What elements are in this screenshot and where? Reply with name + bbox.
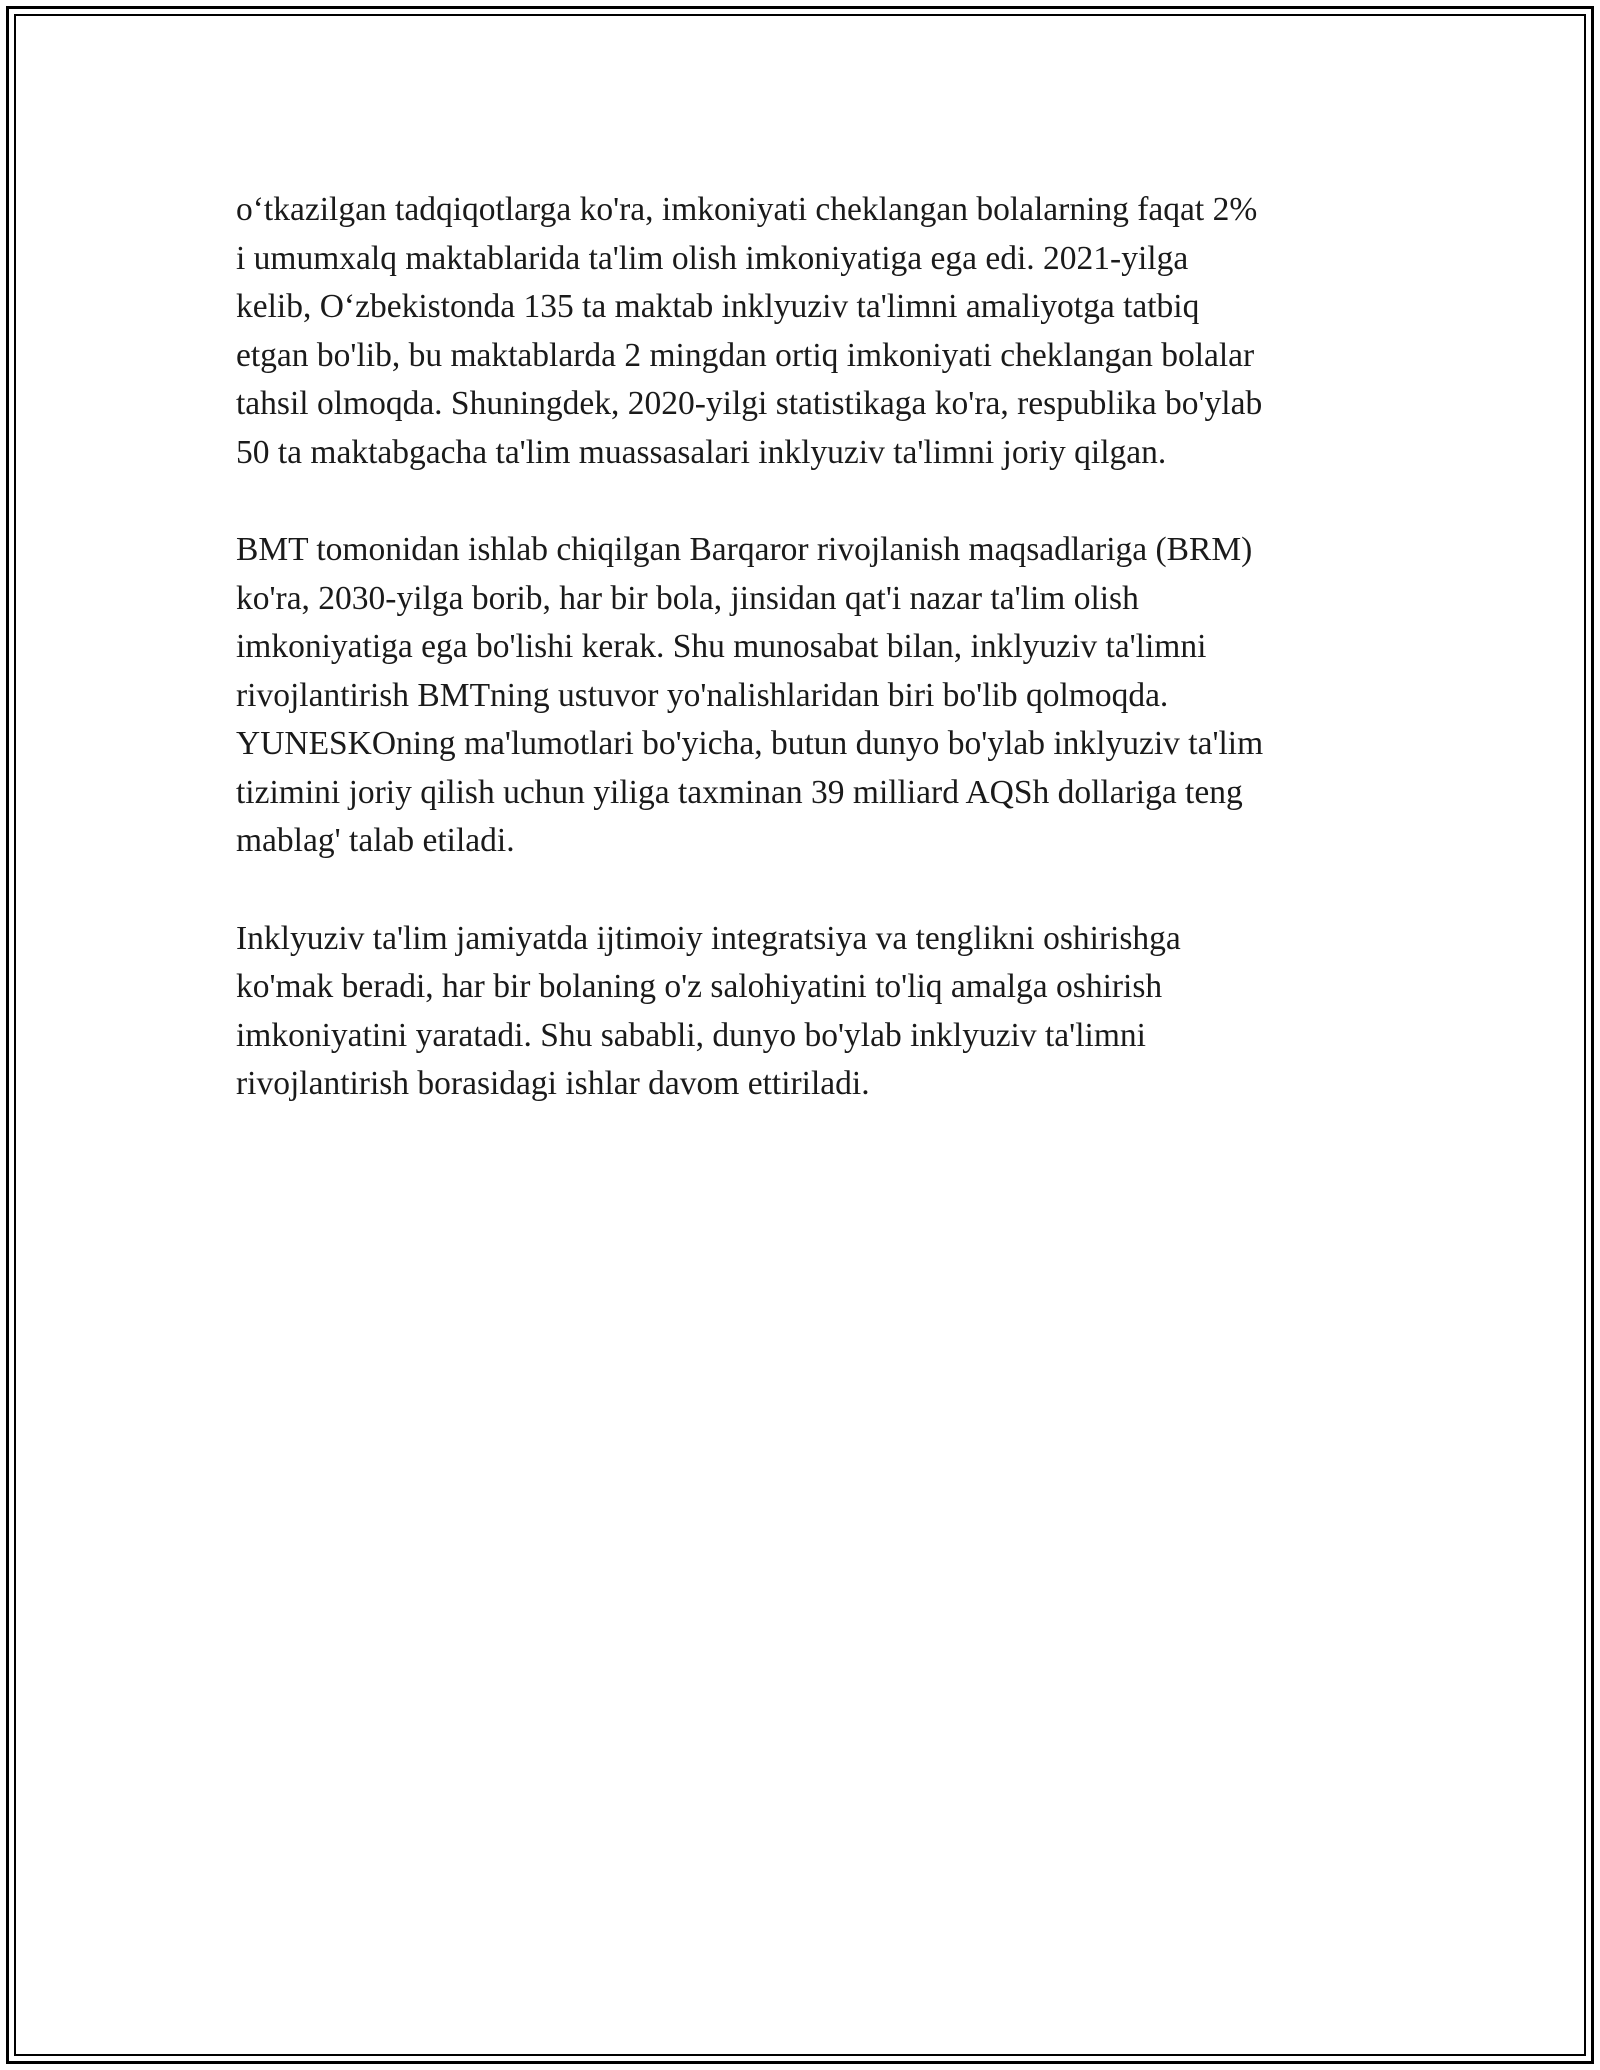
paragraph-statistics — [236, 186, 1366, 477]
paragraph-sdg — [236, 526, 1366, 866]
text-line: i umumxalq maktablarida ta'lim olish imkoniyatiga ega edi. 2021-yilga — [236, 239, 1189, 277]
text-line: o‘tkazilgan tadqiqotlarga ko'ra, imkoniyati cheklangan bolalarning faqat 2% — [236, 191, 1258, 228]
text-line: imkoniyatini yaratadi. Shu sababli, dunyo bo'ylab inklyuziv ta'limni — [236, 1016, 1146, 1054]
text-line: etgan bo'lib, bu maktablarda 2 mingdan ortiq imkoniyati cheklangan bolalar — [236, 336, 1255, 374]
text-line: kelib, O‘zbekistonda 135 ta maktab inklyuziv ta'limni amaliyotga tatbiq — [236, 288, 1200, 325]
text-line: ko'mak beradi, har bir bolaning o'z salohiyatini to'liq amalga oshirish — [236, 968, 1163, 1005]
text-line: rivojlantirish BMTning ustuvor yo'nalishlaridan biri bo'lib qolmoqda. — [236, 676, 1169, 714]
text-line: BMT tomonidan ishlab chiqilgan Barqaror rivojlanish maqsadlariga (BRM) — [236, 531, 1253, 568]
text-line: 50 ta maktabgacha ta'lim muassasalari inklyuziv ta'limni joriy qilgan. — [236, 433, 1167, 471]
text-line: YUNESKOning ma'lumotlari bo'yicha, butun dunyo bo'ylab inklyuziv ta'lim — [236, 725, 1264, 762]
text-line: rivojlantirish borasidagi ishlar davom ettiriladi. — [236, 1065, 870, 1102]
text-line: tahsil olmoqda. Shuningdek, 2020-yilgi statistikaga ko'ra, respublika bo'ylab — [236, 385, 1263, 422]
paragraph-conclusion — [236, 915, 1366, 1109]
text-line: imkoniyatiga ega bo'lishi kerak. Shu munosabat bilan, inklyuziv ta'limni — [236, 628, 1207, 665]
text-line: Inklyuziv ta'lim jamiyatda ijtimoiy integratsiya va tenglikni oshirishga — [236, 919, 1181, 957]
document-body — [236, 186, 1366, 1158]
text-line: mablag' talab etiladi. — [236, 822, 515, 859]
text-line: ko'ra, 2030-yilga borib, har bir bola, jinsidan qat'i nazar ta'lim olish — [236, 579, 1139, 617]
text-line: tizimini joriy qilish uchun yiliga taxminan 39 milliard AQSh dollariga teng — [236, 773, 1243, 811]
